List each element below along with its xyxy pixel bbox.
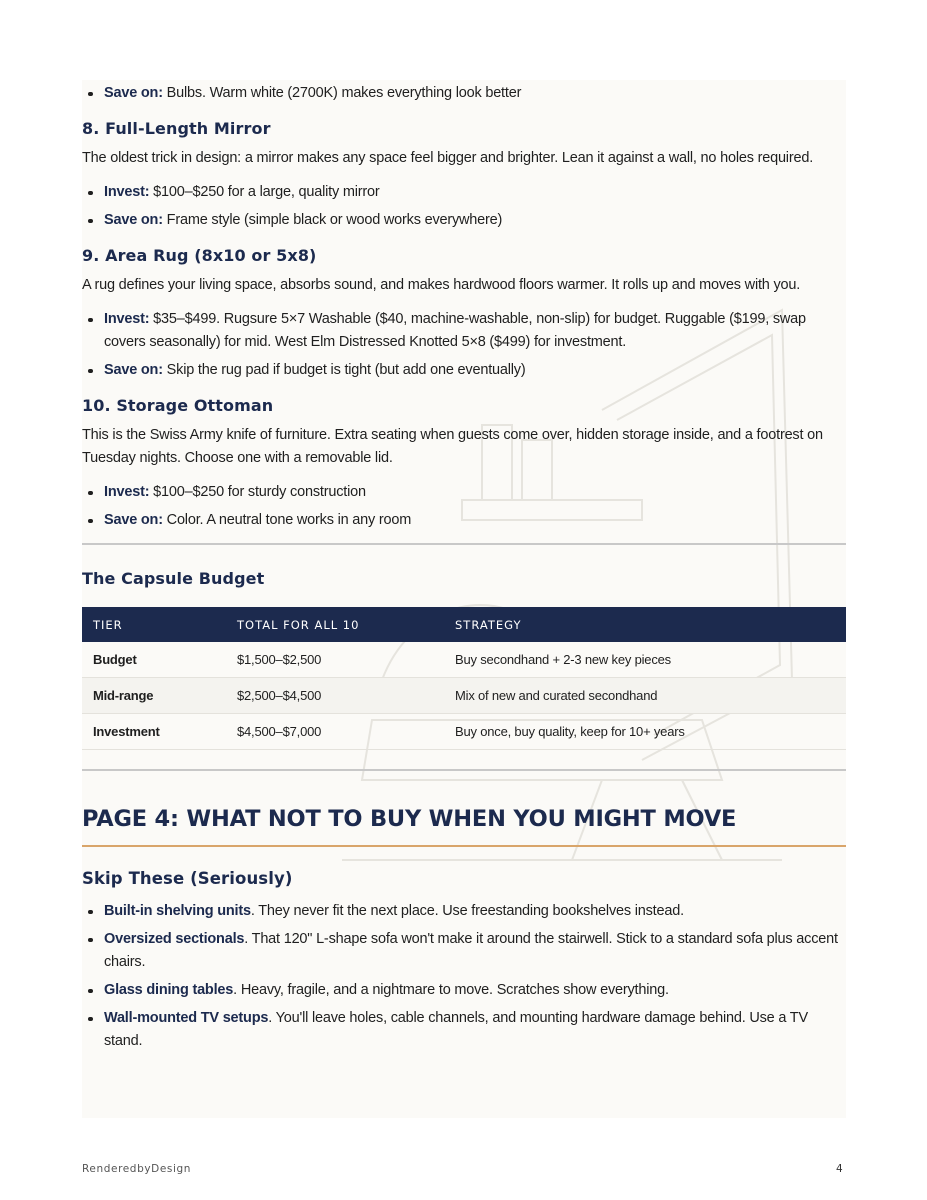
- bullet-label: Save on:: [104, 212, 163, 228]
- divider: [82, 543, 846, 545]
- column-header: STRATEGY: [444, 607, 846, 642]
- divider: [82, 769, 846, 771]
- list-item: [82, 979, 846, 1002]
- footer-brand: RenderedbyDesign: [82, 1163, 192, 1175]
- section-heading: Skip These (Seriously): [82, 869, 293, 888]
- page-number: 4: [836, 1163, 843, 1175]
- page-title: PAGE 4: WHAT NOT TO BUY WHEN YOU MIGHT MOVE: [82, 806, 737, 832]
- bullet-text: $100–$250 for a large, quality mirror: [149, 184, 380, 200]
- table-cell: Buy once, buy quality, keep for 10+ years: [444, 714, 846, 750]
- skip-list: [82, 900, 846, 1053]
- bullet-text: . That 120" L-shape sofa won't make it around the stairwell. Stick to a standard sofa plus accent chairs.: [104, 931, 838, 970]
- table-cell: Mid-range: [82, 678, 226, 714]
- section-bullets: [82, 181, 846, 232]
- table-header-row: [82, 607, 846, 642]
- list-item: [82, 928, 846, 974]
- table-cell: $1,500–$2,500: [226, 642, 444, 678]
- bullet-label: Invest:: [104, 311, 150, 327]
- bullet-label: Oversized sectionals: [104, 931, 245, 947]
- table-row: [82, 642, 846, 678]
- bullet-text: Color. A neutral tone works in any room: [162, 512, 412, 528]
- bullet-text: . You'll leave holes, cable channels, and mounting hardware damage behind. Use a TV stand.: [104, 1010, 808, 1049]
- section-heading: 10. Storage Ottoman: [82, 396, 274, 415]
- bullet-label: Glass dining tables: [104, 982, 234, 998]
- bullet-text: $35–$499. Rugsure 5×7 Washable ($40, machine-washable, non-slip) for budget. Ruggable ($199, swap covers seasonally) for mid. West Elm Distressed Knotted 5×8 ($499) for investment.: [104, 311, 806, 350]
- bullet-text: Frame style (simple black or wood works everywhere): [162, 212, 503, 228]
- budget-heading: The Capsule Budget: [82, 569, 265, 588]
- bullet-label: Save on:: [104, 85, 163, 101]
- section-body: This is the Swiss Army knife of furniture. Extra seating when guests come over, hidden storage inside, and a footrest on Tuesday nights. Choose one with a removable lid.: [82, 427, 823, 466]
- list-item: [82, 308, 846, 354]
- column-header: TOTAL FOR ALL 10: [226, 607, 444, 642]
- bullet-text: . They never fit the next place. Use freestanding bookshelves instead.: [250, 903, 684, 919]
- budget-table: [82, 607, 846, 750]
- title-underline: [82, 845, 846, 847]
- bullet-label: Invest:: [104, 184, 150, 200]
- bullet-text: $100–$250 for sturdy construction: [149, 484, 366, 500]
- section-heading: 8. Full-Length Mirror: [82, 119, 271, 138]
- bullet-label: Invest:: [104, 484, 150, 500]
- section-heading: 9. Area Rug (8x10 or 5x8): [82, 246, 317, 265]
- list-item: [82, 209, 846, 232]
- section-bullets: [82, 481, 846, 532]
- table-cell: $4,500–$7,000: [226, 714, 444, 750]
- bullet-label: Wall-mounted TV setups: [104, 1010, 269, 1026]
- table-cell: $2,500–$4,500: [226, 678, 444, 714]
- bullet-text: Bulbs. Warm white (2700K) makes everything look better: [162, 85, 522, 101]
- bullet-label: Save on:: [104, 512, 163, 528]
- list-item: [82, 481, 846, 504]
- bullet-text: Skip the rug pad if budget is tight (but add one eventually): [162, 362, 526, 378]
- section-body: A rug defines your living space, absorbs sound, and makes hardwood floors warmer. It rolls up and moves with you.: [82, 277, 801, 293]
- list-item: [82, 1007, 846, 1053]
- list-item: [82, 359, 846, 382]
- page-content: [82, 80, 846, 1058]
- table-row: [82, 678, 846, 714]
- list-item: [82, 900, 846, 923]
- table-cell: Investment: [82, 714, 226, 750]
- list-item: [82, 82, 846, 105]
- section-body: The oldest trick in design: a mirror makes any space feel bigger and brighter. Lean it against a wall, no holes required.: [82, 150, 814, 166]
- list-item: [82, 509, 846, 532]
- bullet-label: Built-in shelving units: [104, 903, 251, 919]
- table-cell: Budget: [82, 642, 226, 678]
- column-header: TIER: [82, 607, 226, 642]
- table-cell: Buy secondhand + 2-3 new key pieces: [444, 642, 846, 678]
- table-cell: Mix of new and curated secondhand: [444, 678, 846, 714]
- section-bullets: [82, 308, 846, 382]
- intro-list: [82, 82, 846, 105]
- bullet-text: . Heavy, fragile, and a nightmare to move. Scratches show everything.: [233, 982, 669, 998]
- bullet-label: Save on:: [104, 362, 163, 378]
- list-item: [82, 181, 846, 204]
- table-row: [82, 714, 846, 750]
